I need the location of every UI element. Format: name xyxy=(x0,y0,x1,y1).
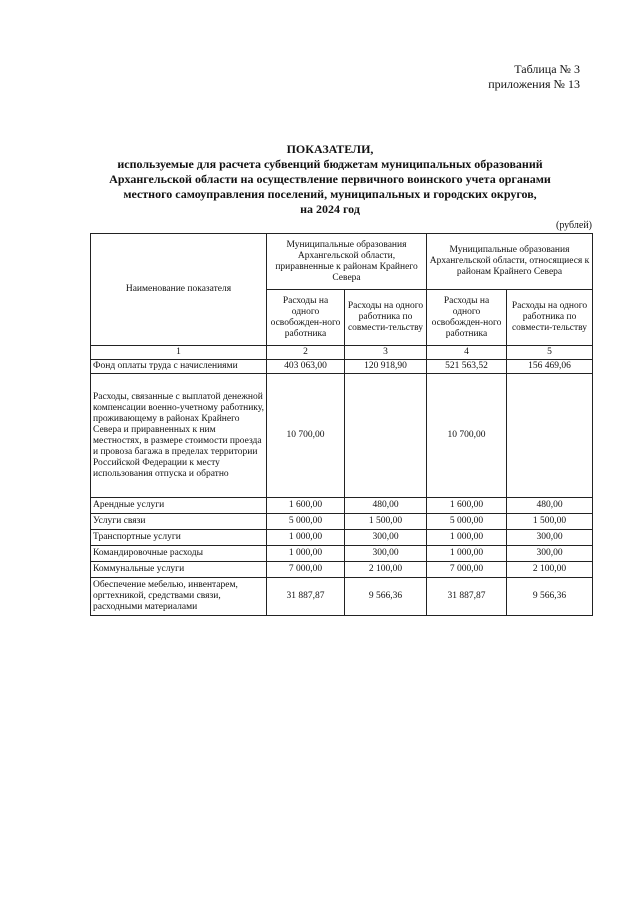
reference-line-2: приложения № 13 xyxy=(488,77,580,91)
cell-value: 5 000,00 xyxy=(267,514,345,530)
row-name: Услуги связи xyxy=(91,514,267,530)
cell-value: 1 600,00 xyxy=(427,498,507,514)
cell-value: 480,00 xyxy=(345,498,427,514)
column-number: 2 xyxy=(267,346,345,360)
reference-line-1: Таблица № 3 xyxy=(514,62,580,76)
cell-value: 7 000,00 xyxy=(427,562,507,578)
indicators-table xyxy=(90,233,593,616)
cell-value: 300,00 xyxy=(345,546,427,562)
header-combined-worker-1: Расходы на одного работника по совмести-тельству xyxy=(345,290,427,346)
cell-value: 521 563,52 xyxy=(427,360,507,374)
cell-value: 2 100,00 xyxy=(507,562,593,578)
document-title xyxy=(60,142,600,217)
cell-value: 1 000,00 xyxy=(267,546,345,562)
column-number: 3 xyxy=(345,346,427,360)
table-row xyxy=(91,578,593,616)
title-main: ПОКАЗАТЕЛИ, xyxy=(286,142,374,156)
cell-value: 1 600,00 xyxy=(267,498,345,514)
cell-value: 1 000,00 xyxy=(427,546,507,562)
column-number: 4 xyxy=(427,346,507,360)
header-released-worker-1: Расходы на одного освобожден-ного работника xyxy=(267,290,345,346)
cell-value: 2 100,00 xyxy=(345,562,427,578)
cell-value: 480,00 xyxy=(507,498,593,514)
cell-value: 5 000,00 xyxy=(427,514,507,530)
cell-value: 1 500,00 xyxy=(345,514,427,530)
table-row xyxy=(91,546,593,562)
table-row xyxy=(91,374,593,498)
header-group-far-north: Муниципальные образования Архангельской области, относящиеся к районам Крайнего Севера xyxy=(427,234,593,290)
table-row xyxy=(91,498,593,514)
row-name: Расходы, связанные с выплатой денежной компенсации военно-учетному работнику, проживающему в районах Крайнего Севера и приравненных к ним местностях, в размере стоимости проезда и провоза багажа в пределах территории Российской Федерации к месту использования отпуска и обратно xyxy=(91,374,267,498)
table-row xyxy=(91,562,593,578)
cell-value: 1 000,00 xyxy=(427,530,507,546)
cell-value xyxy=(345,374,427,498)
row-name: Транспортные услуги xyxy=(91,530,267,546)
cell-value: 156 469,06 xyxy=(507,360,593,374)
header-combined-worker-2: Расходы на одного работника по совмести-тельству xyxy=(507,290,593,346)
cell-value: 9 566,36 xyxy=(345,578,427,616)
cell-value: 1 500,00 xyxy=(507,514,593,530)
cell-value: 403 063,00 xyxy=(267,360,345,374)
title-line-4: на 2024 год xyxy=(300,202,360,216)
header-group-equated-north: Муниципальные образования Архангельской области, приравненные к районам Крайнего Севера xyxy=(267,234,427,290)
title-line-2: Архангельской области на осуществление первичного воинского учета органами xyxy=(109,172,551,186)
column-number: 1 xyxy=(91,346,267,360)
cell-value: 300,00 xyxy=(345,530,427,546)
cell-value: 300,00 xyxy=(507,546,593,562)
header-released-worker-2: Расходы на одного освобожден-ного работника xyxy=(427,290,507,346)
unit-note: (рублей) xyxy=(555,220,592,231)
cell-value: 7 000,00 xyxy=(267,562,345,578)
cell-value: 31 887,87 xyxy=(267,578,345,616)
cell-value: 31 887,87 xyxy=(427,578,507,616)
column-number-row xyxy=(91,346,593,360)
cell-value: 10 700,00 xyxy=(427,374,507,498)
column-number: 5 xyxy=(507,346,593,360)
row-name: Арендные услуги xyxy=(91,498,267,514)
title-line-3: местного самоуправления поселений, муниципальных и городских округов, xyxy=(123,187,537,201)
cell-value: 120 918,90 xyxy=(345,360,427,374)
table-row xyxy=(91,514,593,530)
table-row xyxy=(91,530,593,546)
row-name: Обеспечение мебелью, инвентарем, оргтехникой, средствами связи, расходными материалами xyxy=(91,578,267,616)
cell-value: 1 000,00 xyxy=(267,530,345,546)
title-line-1: используемые для расчета субвенций бюджетам муниципальных образований xyxy=(117,157,543,171)
cell-value: 300,00 xyxy=(507,530,593,546)
row-name: Фонд оплаты труда с начислениями xyxy=(91,360,267,374)
cell-value xyxy=(507,374,593,498)
cell-value: 10 700,00 xyxy=(267,374,345,498)
table-reference xyxy=(0,62,580,92)
row-name: Коммунальные услуги xyxy=(91,562,267,578)
cell-value: 9 566,36 xyxy=(507,578,593,616)
table-row xyxy=(91,360,593,374)
header-indicator-name: Наименование показателя xyxy=(91,234,267,346)
row-name: Командировочные расходы xyxy=(91,546,267,562)
